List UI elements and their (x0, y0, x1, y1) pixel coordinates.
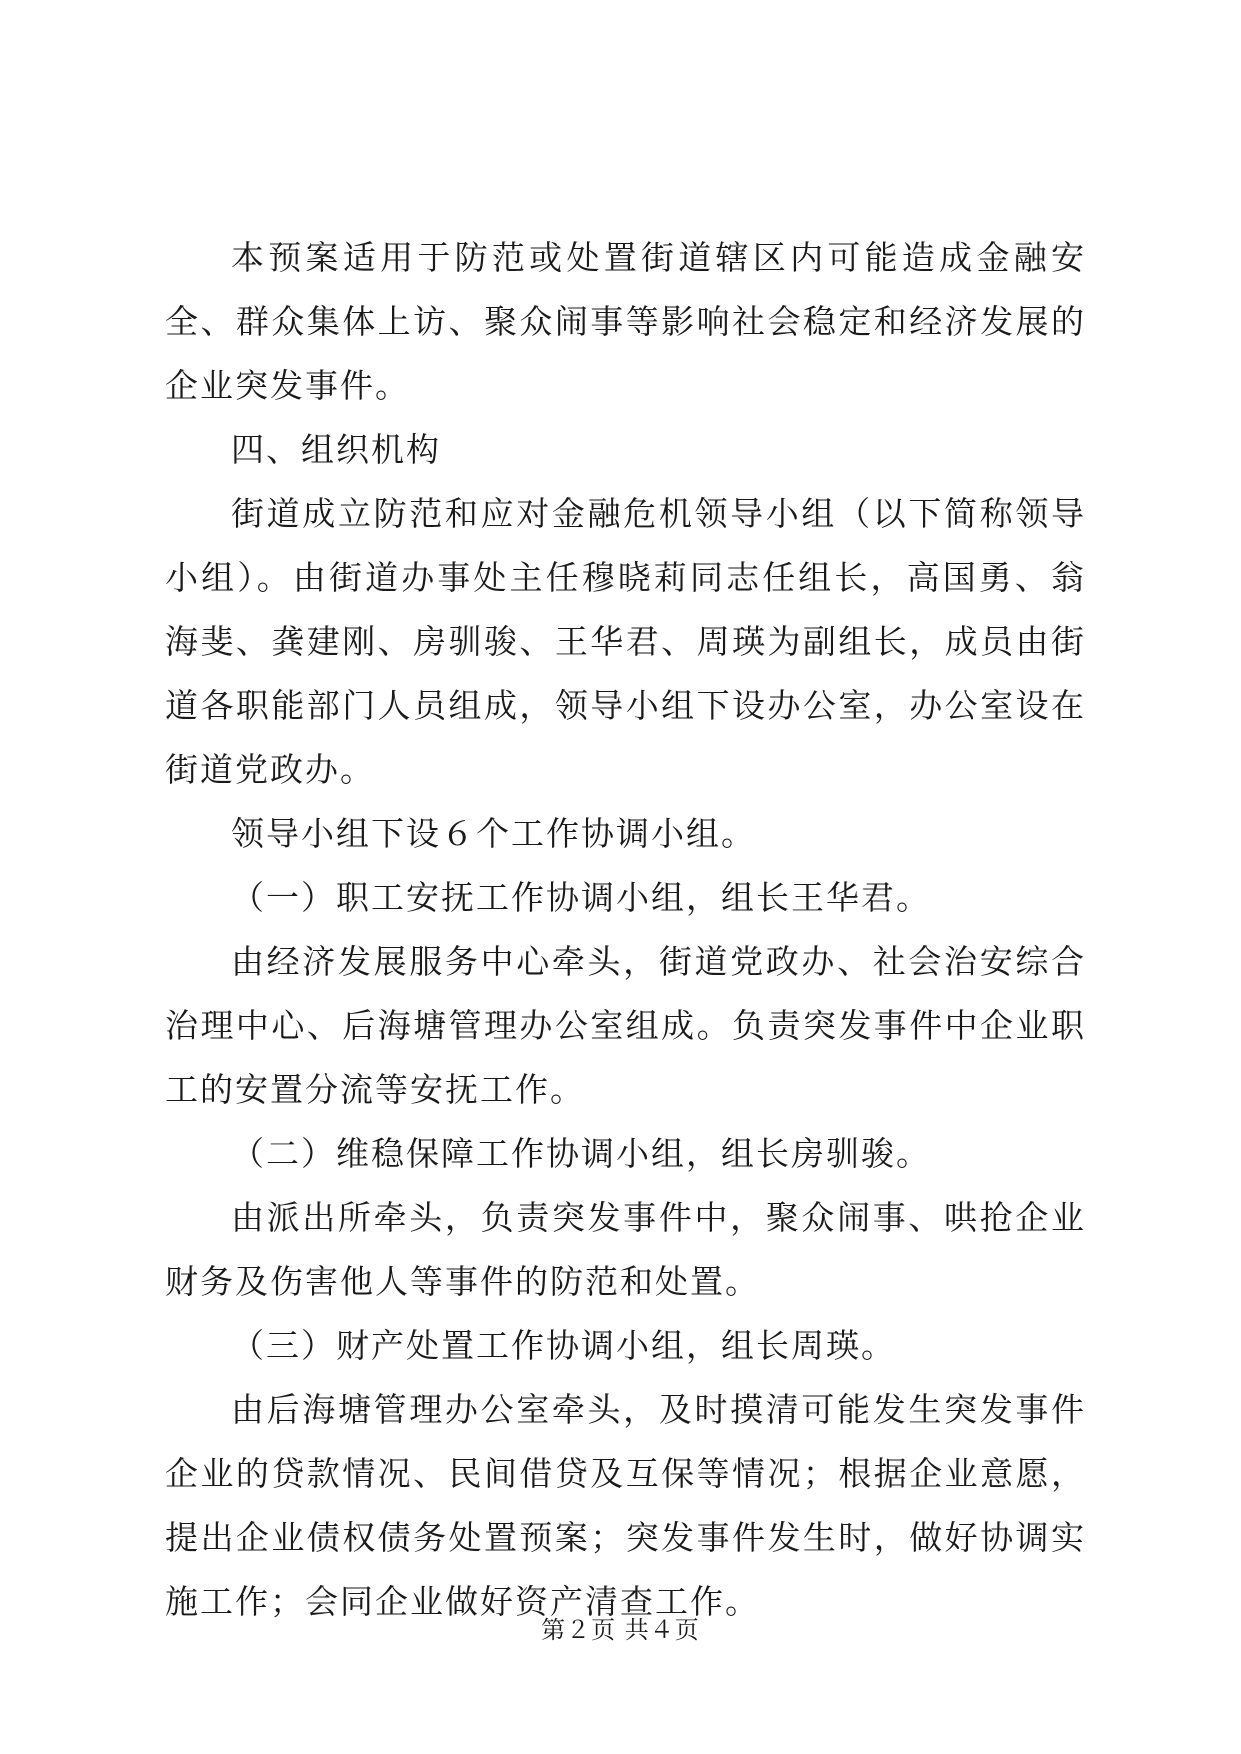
paragraph-group-3: 由后海塘管理办公室牵头，及时摸清可能发生突发事件企业的贷款情况、民间借贷及互保等情况；根据企业意愿，提出企业债权债务处置预案；突发事件发生时，做好协调实施工作；会同企业做好资产清查工作。 (165, 1390, 1086, 1621)
document-body (165, 226, 1086, 1634)
section-heading-organization: 四、组织机构 (231, 430, 441, 469)
paragraph-scope: 本预案适用于防范或处置街道辖区内可能造成金融安全、群众集体上访、聚众闹事等影响社会稳定和经济发展的企业突发事件。 (165, 238, 1086, 405)
paragraph-leading-group: 街道成立防范和应对金融危机领导小组（以下简称领导小组）。由街道办事处主任穆晓莉同志任组长，高国勇、翁海斐、龚建刚、房驯骏、王华君、周瑛为副组长，成员由街道各职能部门人员组成，领导小组下设办公室，办公室设在街道党政办。 (165, 494, 1086, 789)
paragraph-work-groups: 领导小组下设６个工作协调小组。 (231, 814, 756, 853)
paragraph-group-1: 由经济发展服务中心牵头，街道党政办、社会治安综合治理中心、后海塘管理办公室组成。负责突发事件中企业职工的安置分流等安抚工作。 (165, 942, 1086, 1109)
page-number-footer: 第２页 共４页 (541, 1616, 700, 1644)
subheading-group-2: （二）维稳保障工作协调小组，组长房驯骏。 (231, 1134, 931, 1173)
paragraph-group-2: 由派出所牵头，负责突发事件中，聚众闹事、哄抢企业财务及伤害他人等事件的防范和处置。 (165, 1198, 1086, 1301)
subheading-group-1: （一）职工安抚工作协调小组，组长王华君。 (231, 878, 931, 917)
subheading-group-3: （三）财产处置工作协调小组，组长周瑛。 (231, 1326, 896, 1365)
